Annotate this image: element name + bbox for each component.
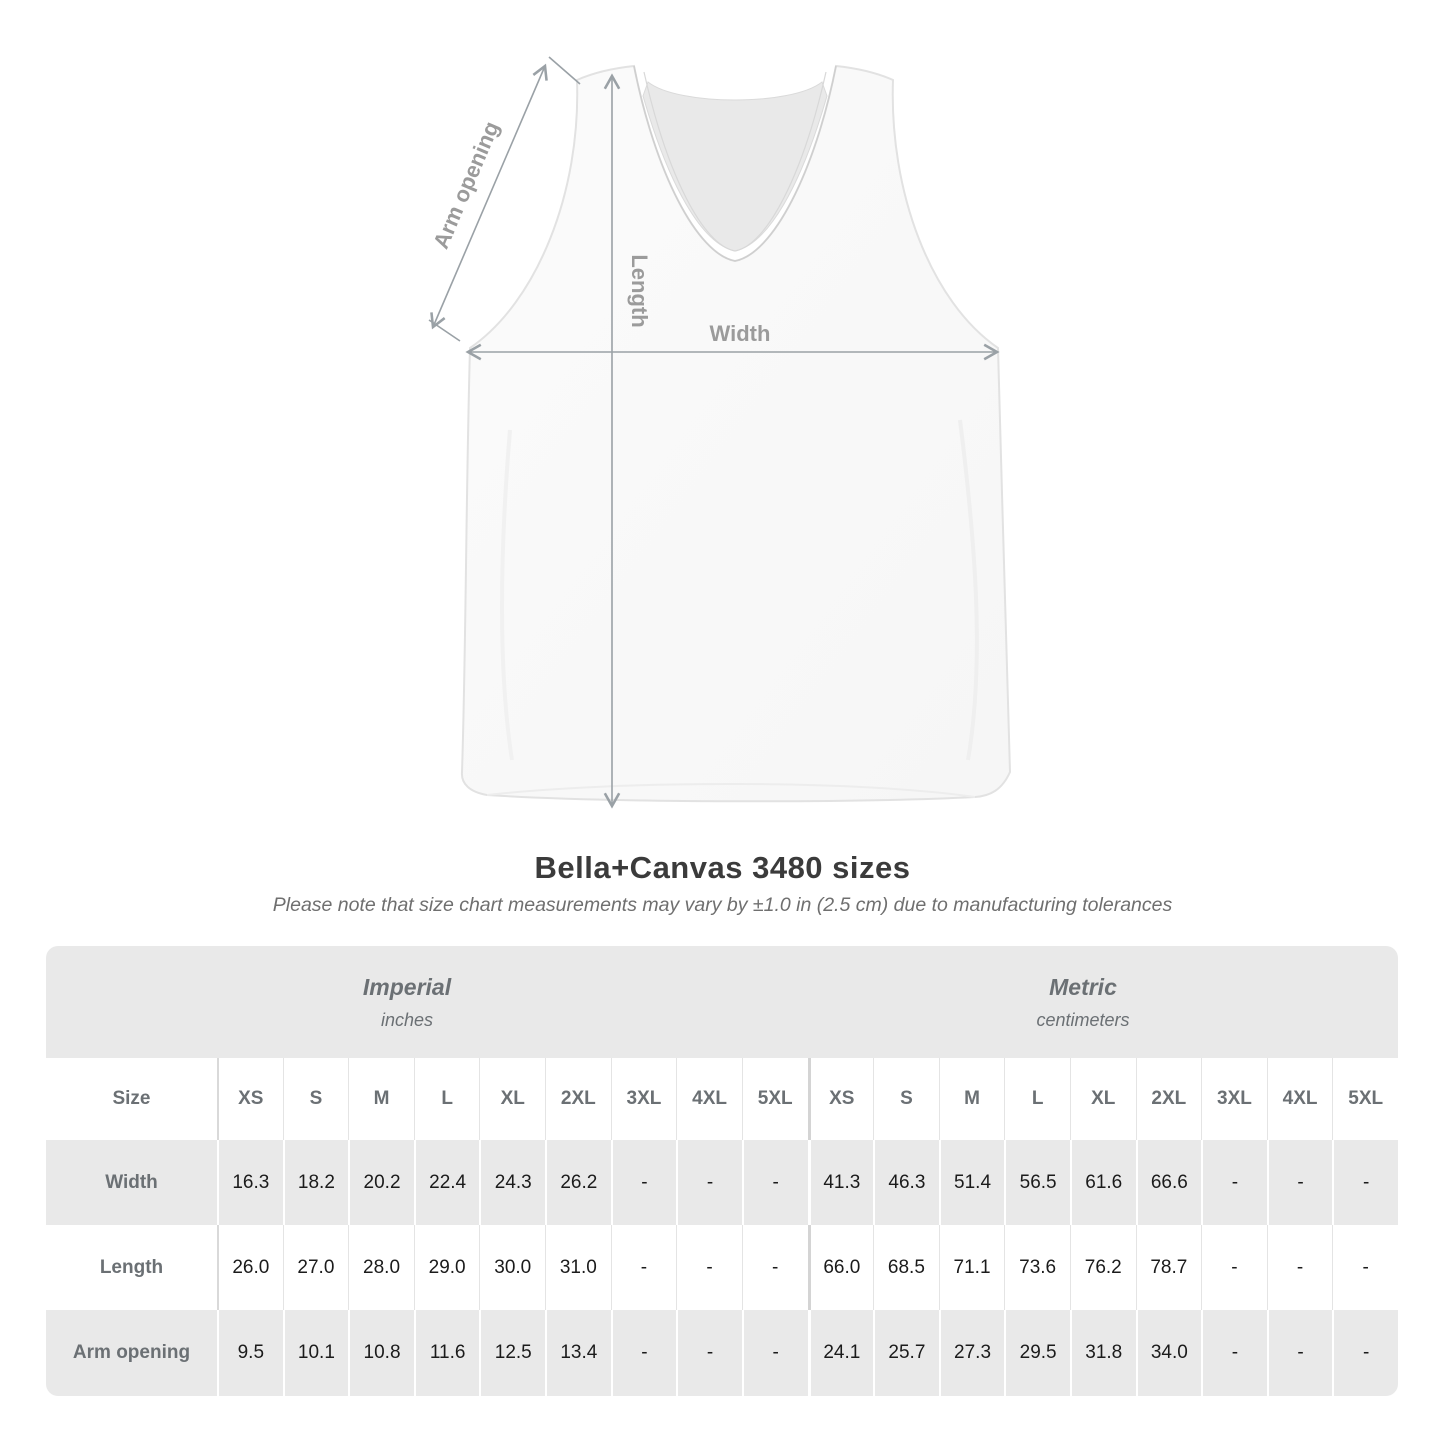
metric-group-header xyxy=(768,946,1398,1058)
table-cell: - xyxy=(676,1225,742,1310)
table-cell: 16.3 xyxy=(217,1140,283,1225)
metric-group-name: Metric xyxy=(1049,973,1117,1000)
table-cell: - xyxy=(611,1225,677,1310)
length-label: Length xyxy=(627,254,652,328)
table-cell: 71.1 xyxy=(939,1225,1005,1310)
size-column-header-imperial-5xl: 5XL xyxy=(742,1058,808,1140)
table-cell: 25.7 xyxy=(873,1310,939,1396)
table-cell: 56.5 xyxy=(1004,1140,1070,1225)
table-cell: 31.8 xyxy=(1070,1310,1136,1396)
tank-top-measurement-figure xyxy=(410,28,1030,838)
size-column-header-imperial-xs: XS xyxy=(217,1058,283,1140)
size-chart-table xyxy=(46,946,1398,1396)
size-column-header-imperial-l: L xyxy=(414,1058,480,1140)
width-label: Width xyxy=(709,321,771,346)
tolerance-note: Please note that size chart measurements may vary by ±1.0 in (2.5 cm) due to manufacturing tolerances xyxy=(272,894,1173,916)
table-cell: 76.2 xyxy=(1070,1225,1136,1310)
table-cell: - xyxy=(742,1310,808,1396)
table-cell: 9.5 xyxy=(217,1310,283,1396)
table-cell: - xyxy=(1332,1310,1398,1396)
size-column-header-metric-m: M xyxy=(939,1058,1005,1140)
table-cell: - xyxy=(742,1225,808,1310)
table-cell: 51.4 xyxy=(939,1140,1005,1225)
table-cell: - xyxy=(1267,1310,1333,1396)
table-row-width xyxy=(46,1140,1398,1225)
tank-top-figure-svg xyxy=(410,28,1030,838)
table-cell: - xyxy=(1267,1225,1333,1310)
unit-group-header-row xyxy=(46,946,1398,1058)
table-cell: - xyxy=(676,1310,742,1396)
imperial-group-unit: inches xyxy=(380,1009,434,1030)
table-cell: 27.3 xyxy=(939,1310,1005,1396)
table-cell: 26.2 xyxy=(545,1140,611,1225)
row-label-width: Width xyxy=(105,1171,158,1193)
tank-top-garment xyxy=(462,66,1010,801)
imperial-group-header xyxy=(46,946,768,1058)
size-header-row xyxy=(46,1058,1398,1140)
table-cell: - xyxy=(1332,1225,1398,1310)
metric-group-unit: centimeters xyxy=(1036,1009,1130,1030)
table-cell: - xyxy=(1201,1225,1267,1310)
table-row-arm-opening xyxy=(46,1310,1398,1396)
size-column-header-imperial-xl: XL xyxy=(479,1058,545,1140)
table-cell: 26.0 xyxy=(217,1225,283,1310)
table-cell: 29.5 xyxy=(1004,1310,1070,1396)
table-cell: - xyxy=(1201,1310,1267,1396)
size-column-header-metric-3xl: 3XL xyxy=(1201,1058,1267,1140)
size-column-header-metric-xs: XS xyxy=(808,1058,874,1140)
size-column-header-imperial-m: M xyxy=(348,1058,414,1140)
table-cell: 13.4 xyxy=(545,1310,611,1396)
table-cell: 29.0 xyxy=(414,1225,480,1310)
table-cell: - xyxy=(742,1140,808,1225)
table-cell: 61.6 xyxy=(1070,1140,1136,1225)
table-cell: - xyxy=(611,1310,677,1396)
table-cell: 34.0 xyxy=(1136,1310,1202,1396)
row-label-arm-opening: Arm opening xyxy=(72,1342,191,1363)
imperial-group-name: Imperial xyxy=(362,973,452,1000)
table-cell: 30.0 xyxy=(479,1225,545,1310)
page-title: Bella+Canvas 3480 sizes xyxy=(534,850,911,885)
size-column-header-imperial-s: S xyxy=(283,1058,349,1140)
table-cell: 46.3 xyxy=(873,1140,939,1225)
table-cell: 11.6 xyxy=(414,1310,480,1396)
table-cell: 41.3 xyxy=(808,1140,874,1225)
table-cell: 20.2 xyxy=(348,1140,414,1225)
size-column-header-metric-2xl: 2XL xyxy=(1136,1058,1202,1140)
table-cell: - xyxy=(1332,1140,1398,1225)
table-cell: - xyxy=(1267,1140,1333,1225)
table-cell: 66.6 xyxy=(1136,1140,1202,1225)
table-cell: - xyxy=(676,1140,742,1225)
table-cell: 68.5 xyxy=(873,1225,939,1310)
table-cell: 24.1 xyxy=(808,1310,874,1396)
arm-opening-label: Arm opening xyxy=(428,117,505,253)
table-cell: 10.1 xyxy=(283,1310,349,1396)
table-cell: 10.8 xyxy=(348,1310,414,1396)
table-cell: 18.2 xyxy=(283,1140,349,1225)
size-column-header-metric-xl: XL xyxy=(1070,1058,1136,1140)
size-column-header-metric-s: S xyxy=(873,1058,939,1140)
table-cell: 28.0 xyxy=(348,1225,414,1310)
size-column-header-metric-l: L xyxy=(1004,1058,1070,1140)
size-column-header-metric-4xl: 4XL xyxy=(1267,1058,1333,1140)
table-cell: 27.0 xyxy=(283,1225,349,1310)
size-column-header-imperial-2xl: 2XL xyxy=(545,1058,611,1140)
table-cell: 73.6 xyxy=(1004,1225,1070,1310)
table-cell: - xyxy=(1201,1140,1267,1225)
table-cell: 66.0 xyxy=(808,1225,874,1310)
table-cell: - xyxy=(611,1140,677,1225)
table-row-length xyxy=(46,1225,1398,1310)
size-column-header-imperial-3xl: 3XL xyxy=(611,1058,677,1140)
size-column-header-metric-5xl: 5XL xyxy=(1332,1058,1398,1140)
table-cell: 31.0 xyxy=(545,1225,611,1310)
size-column-header-imperial-4xl: 4XL xyxy=(676,1058,742,1140)
row-label-length: Length xyxy=(99,1256,164,1278)
size-header: Size xyxy=(112,1088,151,1109)
table-cell: 24.3 xyxy=(479,1140,545,1225)
table-cell: 22.4 xyxy=(414,1140,480,1225)
table-cell: 12.5 xyxy=(479,1310,545,1396)
table-cell: 78.7 xyxy=(1136,1225,1202,1310)
